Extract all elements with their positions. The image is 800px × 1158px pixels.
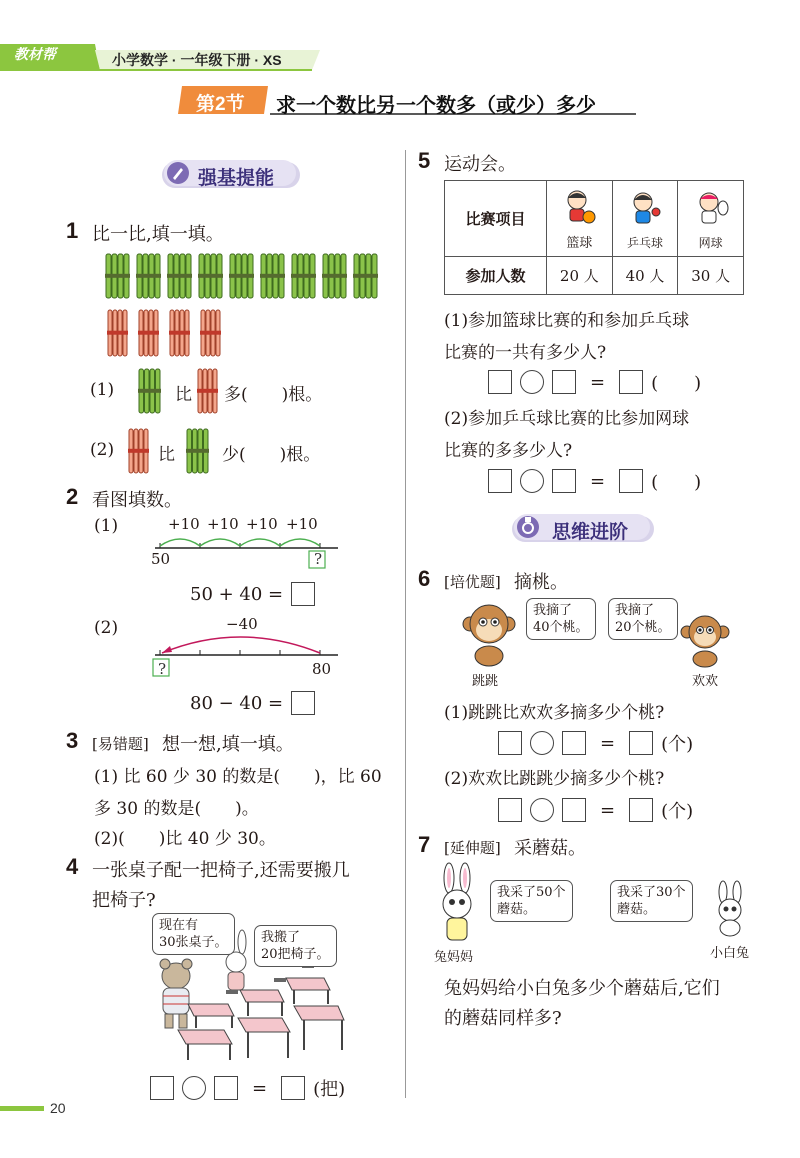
answer-box[interactable]: [488, 370, 512, 394]
q5-part2-line1: (2)参加乒乓球比赛的比参加网球: [444, 409, 690, 429]
bubble-line: 现在有: [159, 918, 199, 933]
bubble-line: 我采了30个: [617, 885, 686, 900]
monkey-tiaotiao: [462, 600, 518, 668]
equals-sign: =: [590, 371, 606, 393]
back-jump-label: −40: [226, 615, 258, 633]
answer-box[interactable]: [214, 1076, 238, 1100]
operator-circle[interactable]: [182, 1076, 206, 1100]
q3-line2[interactable]: 多 30 的数是( )。: [94, 799, 259, 819]
footer-bar: [0, 1106, 44, 1111]
table-count-tennis: 30 人: [678, 257, 744, 295]
numberline-unknown-2[interactable]: ?: [158, 660, 167, 678]
q3-text: 想一想,填一填。: [162, 734, 294, 755]
operator-circle[interactable]: [530, 798, 554, 822]
q6-part2: (2)欢欢比跳跳少摘多少个桃?: [444, 769, 665, 789]
green-bundle-icon: [184, 428, 212, 474]
answer-box[interactable]: [619, 469, 643, 493]
operator-circle[interactable]: [530, 731, 554, 755]
answer-box[interactable]: [488, 469, 512, 493]
q1-part1-answer[interactable]: 多( )根。: [224, 385, 323, 405]
numberline-unknown-1[interactable]: ?: [314, 550, 323, 568]
q2-text: 看图填数。: [92, 490, 182, 511]
q6-part1: (1)跳跳比欢欢多摘多少个桃?: [444, 703, 665, 723]
monkey-icon: [680, 612, 730, 668]
bubble-line: 20个桃。: [615, 620, 671, 635]
q7-number: 7: [418, 832, 431, 857]
q1-bundles-green: [104, 252, 384, 300]
q1-part2-mid: 比: [158, 445, 175, 465]
q7-line2: 的蘑菇同样多?: [444, 1008, 562, 1029]
bubble-line: 我摘了: [533, 603, 573, 618]
banner-basic-label: 强基提能: [198, 168, 275, 189]
equals-sign: =: [600, 732, 616, 754]
rabbit-icon: [710, 880, 750, 938]
rabbit-little: [710, 880, 750, 938]
sport-label: 网球: [698, 236, 723, 250]
equation-text: 50 + 40 =: [190, 583, 284, 605]
green-bundle-icon: [136, 368, 164, 414]
header-badge: 教材帮: [14, 46, 56, 62]
q5-equation-2: [488, 468, 701, 494]
q4-equation: [150, 1075, 345, 1101]
q6-text: 摘桃。: [514, 572, 568, 593]
jump-label-4: +10: [286, 515, 318, 533]
monkey-huanhuan: [680, 612, 730, 668]
q5-part1-line1: (1)参加篮球比赛的和参加乒乓球: [444, 311, 690, 331]
table-cell-pingpong: [612, 181, 678, 257]
operator-circle[interactable]: [520, 370, 544, 394]
sport-label: 篮球: [566, 236, 593, 251]
unit-label: (个): [661, 734, 694, 755]
bubble-line: 40个桃。: [533, 620, 589, 635]
q3-line3[interactable]: (2)( )比 40 少 30。: [94, 829, 276, 849]
answer-box[interactable]: [498, 731, 522, 755]
answer-box[interactable]: [629, 731, 653, 755]
bubble-line: 30张桌子。: [159, 935, 228, 950]
answer-box[interactable]: [291, 691, 315, 715]
answer-box[interactable]: [562, 798, 586, 822]
table-cell-basketball: [547, 181, 613, 257]
answer-box[interactable]: [629, 798, 653, 822]
column-divider: [405, 150, 406, 1098]
answer-box[interactable]: [150, 1076, 174, 1100]
q1-number: 1: [66, 218, 79, 243]
q1-part2-num: (2): [90, 440, 115, 460]
q6-speech-bubble-2: [608, 598, 678, 640]
unit-label: (个): [661, 801, 694, 822]
bear-figure: [160, 959, 192, 1028]
q4-speech-bubble-1: [152, 913, 235, 955]
q1-part2-answer[interactable]: 少( )根。: [222, 445, 321, 465]
bubble-line: 我摘了: [615, 603, 655, 618]
numberline-start: 50: [151, 550, 171, 568]
q6-equation-2: [498, 797, 693, 823]
q1-part1-red-icon: [196, 368, 220, 414]
q3-number: 3: [66, 728, 79, 753]
sport-label: 乒乓球: [626, 236, 663, 250]
q1-part1-mid: 比: [175, 385, 192, 405]
rabbit-name-2: 小白兔: [710, 946, 750, 961]
q4-speech-bubble-2: [254, 925, 337, 967]
bubble-line: 蘑菇。: [617, 902, 657, 917]
monkey-name-2: 欢欢: [692, 674, 719, 689]
red-bundle-row: [104, 308, 234, 358]
q3-tag: [易错题]: [92, 735, 149, 753]
q7-text: 采蘑菇。: [514, 838, 586, 859]
answer-box[interactable]: [498, 798, 522, 822]
q4-line1: 一张桌子配一把椅子,还需要搬几: [92, 860, 350, 881]
q6-speech-bubble-1: [526, 598, 596, 640]
green-bundle-row: [104, 252, 384, 300]
q5-text: 运动会。: [444, 154, 516, 175]
equals-sign: =: [600, 799, 616, 821]
rabbit-name-1: 兔妈妈: [434, 950, 474, 965]
q5-table: [444, 180, 744, 295]
red-bundle-icon: [196, 368, 220, 414]
numberline-end: 80: [312, 660, 332, 678]
equals-sign: =: [590, 470, 606, 492]
q7-line1: 兔妈妈给小白兔多少个蘑菇后,它们: [444, 978, 720, 999]
table-row-label: 参加人数: [445, 257, 547, 295]
q4-line2: 把椅子?: [92, 890, 156, 911]
unit-label: (把): [313, 1079, 346, 1100]
q1-part2-green-icon: [184, 428, 212, 474]
section-title: 求一个数比另一个数多（或少）多少: [276, 95, 596, 117]
q5-part1-line2: 比赛的一共有多少人?: [444, 343, 607, 363]
basketball-kid-icon: [559, 186, 599, 228]
jump-label-3: +10: [246, 515, 278, 533]
page-number: 20: [50, 1100, 66, 1116]
jump-label-1: +10: [168, 515, 200, 533]
monkey-icon: [462, 600, 518, 668]
rabbit-mother: [434, 862, 480, 946]
table-row-label: 比赛项目: [445, 181, 547, 257]
tennis-kid-icon: [691, 188, 731, 230]
q6-equation-1: [498, 730, 693, 756]
answer-box[interactable]: [562, 731, 586, 755]
q5-number: 5: [418, 148, 431, 173]
rabbit-icon: [434, 862, 480, 946]
jump-label-2: +10: [207, 515, 239, 533]
header-subtitle: 小学数学 · 一年级下册 · XS: [112, 52, 282, 68]
q6-tag: [培优题]: [444, 573, 501, 591]
red-bundle-icon: [127, 428, 151, 474]
q2-equation-1: [190, 582, 315, 606]
equals-sign: =: [252, 1077, 268, 1099]
bubble-line: 我搬了: [261, 930, 301, 945]
bubble-line: 我采了50个: [497, 885, 566, 900]
q2-equation-2: [190, 691, 315, 715]
q3-line1[interactable]: (1) 比 60 少 30 的数是( )，比 60: [94, 767, 382, 787]
unit-blank[interactable]: ( ): [651, 472, 702, 493]
q7-speech-bubble-2: [610, 880, 693, 922]
q5-equation-1: [488, 369, 701, 395]
pingpong-kid-icon: [625, 188, 665, 230]
table-cell-tennis: [678, 181, 744, 257]
q4-number: 4: [66, 854, 79, 879]
answer-box[interactable]: [552, 370, 576, 394]
q1-text: 比一比,填一填。: [92, 224, 224, 245]
equation-text: 80 − 40 =: [190, 692, 284, 714]
banner-advanced-label: 思维进阶: [552, 522, 629, 543]
answer-box[interactable]: [619, 370, 643, 394]
q5-part2-line2: 比赛的多多少人?: [444, 441, 573, 461]
q2-part1-num: (1): [94, 516, 119, 536]
bubble-line: 蘑菇。: [497, 902, 537, 917]
table-count-pingpong: 40 人: [612, 257, 678, 295]
q1-part1-green-icon: [136, 368, 164, 414]
table-count-basketball: 20 人: [547, 257, 613, 295]
q2-number: 2: [66, 484, 79, 509]
section-tag: 第2节: [196, 94, 245, 115]
q7-tag: [延伸题]: [444, 839, 501, 857]
q6-number: 6: [418, 566, 431, 591]
answer-box[interactable]: [281, 1076, 305, 1100]
q1-bundles-red: [104, 308, 234, 358]
answer-box[interactable]: [552, 469, 576, 493]
operator-circle[interactable]: [520, 469, 544, 493]
q2-part2-num: (2): [94, 618, 119, 638]
answer-box[interactable]: [291, 582, 315, 606]
bubble-line: 20把椅子。: [261, 947, 330, 962]
q1-part2-red-icon: [127, 428, 151, 474]
monkey-name-1: 跳跳: [472, 674, 499, 689]
unit-blank[interactable]: ( ): [651, 373, 702, 394]
q7-speech-bubble-1: [490, 880, 573, 922]
q1-part1-num: (1): [90, 380, 115, 400]
